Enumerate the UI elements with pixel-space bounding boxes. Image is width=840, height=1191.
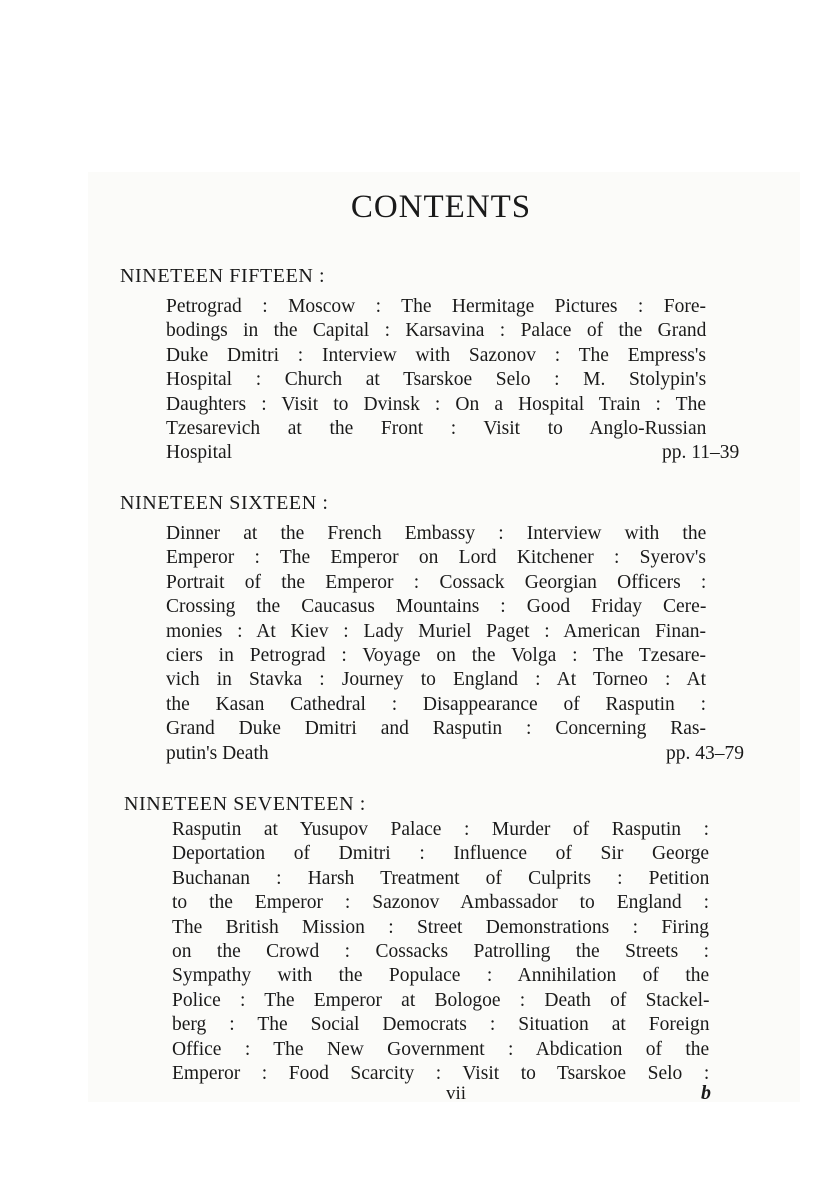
text-line: the Kasan Cathedral : Disappearance of Rasputin : [166, 693, 706, 715]
text-line: Dinner at the French Embassy : Interview with the [166, 523, 707, 544]
text-line: Emperor : Food Scarcity : Visit to Tsarskoe Selo : [172, 1062, 710, 1084]
text-line: berg : The Social Democrats : Situation at Foreign [172, 1014, 710, 1036]
text-line: Police : The Emperor at Bologoe : Death of Stackel- [172, 989, 710, 1011]
text-line: monies : At Kiev : Lady Muriel Paget : American Finan- [166, 620, 706, 642]
text-line: bodings in the Capital : Karsavina : Palace of the Grand [166, 320, 707, 342]
text-line: Duke Dmitri : Interview with Sazonov : The Empress's [166, 344, 706, 366]
text-line: to the Emperor : Sazonov Ambassador to England : [172, 892, 709, 914]
text-line: Buchanan : Harsh Treatment of Culprits : Petition [172, 867, 710, 889]
text-line: putin's Death [166, 742, 269, 764]
text-line: The British Mission : Street Demonstrations : Firing [172, 916, 709, 938]
text-line: Tzesarevich at the Front : Visit to Anglo-Russian [166, 417, 707, 439]
section-heading-1917: NINETEEN SEVENTEEN : [124, 793, 366, 815]
entry-last-line [166, 441, 740, 465]
text-line: Daughters : Visit to Dvinsk : On a Hospital Train : The [166, 393, 706, 415]
text-line: ciers in Petrograd : Voyage on the Volga : The Tzesare- [166, 644, 706, 666]
section-body-1917 [172, 818, 709, 1086]
section-heading-1915: NINETEEN FIFTEEN : [120, 265, 326, 287]
text-line: Hospital [166, 442, 233, 464]
text-line: on the Crowd : Cossacks Patrolling the Streets : [172, 940, 709, 962]
text-line: Deportation of Dmitri : Influence of Sir George [172, 843, 709, 865]
section-body-1916 [166, 522, 744, 766]
text-line: Portrait of the Emperor : Cossack Georgian Officers : [166, 571, 707, 593]
text-line: Sympathy with the Populace : Annihilation of the [172, 965, 710, 987]
text-line: Hospital : Church at Tsarskoe Selo : M. Stolypin's [166, 369, 707, 391]
text-line: Rasputin at Yusupov Palace : Murder of Rasputin : [172, 819, 709, 840]
text-line: Emperor : The Emperor on Lord Kitchener : Syerov's [166, 547, 706, 569]
text-line: Office : The New Government : Abdication of the [172, 1038, 710, 1060]
entry-last-line [166, 742, 744, 766]
page-range: pp. 43–79 [666, 742, 744, 764]
page-range: pp. 11–39 [662, 442, 740, 464]
signature-mark: b [701, 1082, 711, 1104]
page-number: vii [446, 1083, 467, 1104]
text-line: vich in Stavka : Journey to England : At Torneo : At [166, 669, 707, 691]
section-body-1915 [166, 295, 740, 466]
section-heading-1916: NINETEEN SIXTEEN : [120, 492, 329, 514]
text-line: Grand Duke Dmitri and Rasputin : Concerning Ras- [166, 718, 706, 740]
text-line: Petrograd : Moscow : The Hermitage Pictures : Fore- [166, 296, 706, 317]
page-title: CONTENTS [350, 189, 532, 225]
text-line: Crossing the Caucasus Mountains : Good Friday Cere- [166, 596, 707, 618]
